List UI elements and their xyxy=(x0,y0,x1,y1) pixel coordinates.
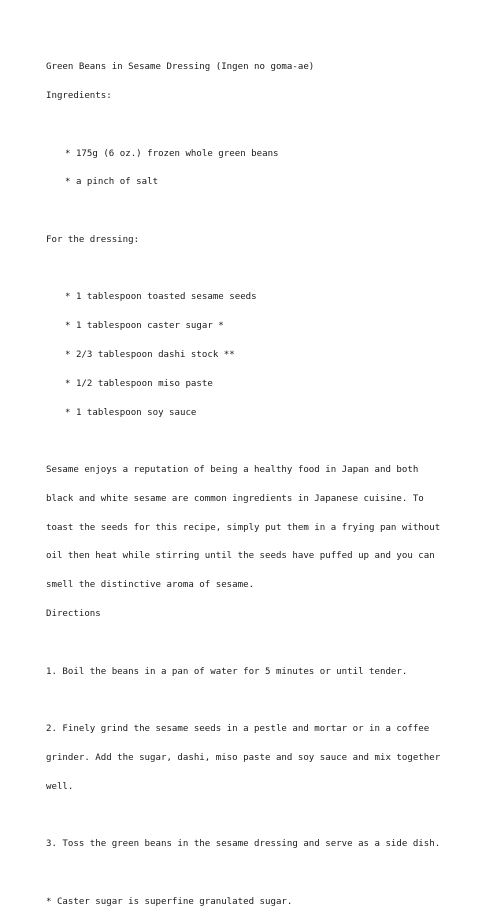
direction-step-1: 1. Boil the beans in a pan of water for 5 minutes or until tender. xyxy=(46,666,408,677)
dressing-heading: For the dressing: xyxy=(46,234,140,245)
recipe-title: Green Beans in Sesame Dressing (Ingen no goma-ae) xyxy=(46,62,315,73)
ingredient-item: * a pinch of salt xyxy=(65,177,159,188)
intro-paragraph-line: Sesame enjoys a reputation of being a healthy food in Japan and both xyxy=(46,465,419,476)
intro-paragraph-line: oil then heat while stirring until the seeds have puffed up and you can xyxy=(46,551,435,562)
direction-step-2-line: 2. Finely grind the sesame seeds in a pestle and mortar or in a coffee xyxy=(46,724,430,735)
direction-step-2-line: well. xyxy=(46,781,74,792)
dressing-item: * 1/2 tablespoon miso paste xyxy=(65,378,213,389)
direction-step-3: 3. Toss the green beans in the sesame dressing and serve as a side dish. xyxy=(46,839,441,850)
dressing-item: * 2/3 tablespoon dashi stock ** xyxy=(65,350,235,360)
intro-paragraph-line: toast the seeds for this recipe, simply put them in a frying pan without xyxy=(46,522,441,533)
direction-step-2-line: grinder. Add the sugar, dashi, miso paste and soy sauce and mix together xyxy=(46,752,441,763)
dressing-item: * 1 tablespoon caster sugar * xyxy=(65,321,224,332)
ingredients-heading: Ingredients: xyxy=(46,90,112,101)
dressing-item: * 1 tablespoon soy sauce xyxy=(65,407,197,418)
ingredient-item: * 175g (6 oz.) frozen whole green beans xyxy=(65,148,279,159)
directions-heading: Directions xyxy=(46,609,101,620)
recipe-document xyxy=(46,44,466,917)
intro-paragraph-line: black and white sesame are common ingredients in Japanese cuisine. To xyxy=(46,493,424,504)
intro-paragraph-line: smell the distinctive aroma of sesame. xyxy=(46,580,255,591)
footnote: * Caster sugar is superfine granulated sugar. xyxy=(46,896,293,907)
dressing-item: * 1 tablespoon toasted sesame seeds xyxy=(65,292,257,303)
